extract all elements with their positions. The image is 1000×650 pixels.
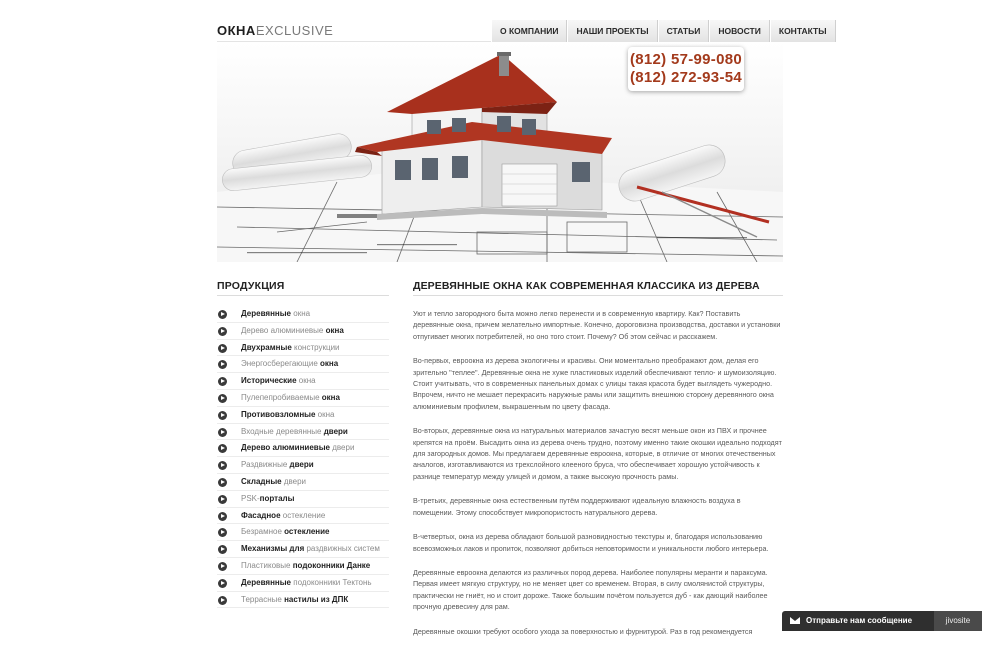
chat-widget-label: Отправьте нам сообщение xyxy=(806,616,913,625)
sidebar-menu-label xyxy=(241,390,340,406)
arrow-right-icon xyxy=(218,411,227,420)
sidebar-menu-label-part: остекление xyxy=(280,510,326,520)
arrow-right-icon xyxy=(218,327,227,336)
sidebar-menu-label xyxy=(241,424,348,440)
sidebar-menu-label xyxy=(241,457,314,473)
sidebar-menu-label-part: раздвижных систем xyxy=(304,544,380,554)
chat-widget-brand: jivosite xyxy=(934,611,982,631)
nav-articles[interactable]: СТАТЬИ xyxy=(658,20,710,42)
sidebar-menu-label-part: Дерево алюминиевые xyxy=(241,443,330,453)
arrow-right-icon xyxy=(218,562,227,571)
sidebar-menu-item[interactable] xyxy=(217,440,389,457)
sidebar-menu-label-part: Фасадное xyxy=(241,510,281,520)
sidebar-menu-label-part: Безрамное xyxy=(241,527,285,537)
logo-part-okna: ОКНА xyxy=(217,23,256,38)
sidebar-menu-label-part: подоконники Тектонь xyxy=(291,577,372,587)
sidebar-menu-label-part: Деревянные xyxy=(241,577,292,587)
sidebar-menu-label xyxy=(241,440,354,456)
sidebar-title: ПРОДУКЦИЯ xyxy=(217,280,285,292)
sidebar-menu-label-part: Энергосберегающие xyxy=(241,359,321,369)
nav-contacts[interactable]: КОНТАКТЫ xyxy=(770,20,836,42)
sidebar-menu-label xyxy=(241,592,348,608)
sidebar-menu-label-part: двери xyxy=(289,460,314,470)
sidebar-menu-label xyxy=(241,373,316,389)
article-body xyxy=(413,308,783,650)
sidebar-menu-label-part: Пластиковые xyxy=(241,560,293,570)
sidebar-menu-item[interactable] xyxy=(217,592,389,609)
arrow-right-icon xyxy=(218,444,227,453)
chat-widget[interactable] xyxy=(782,611,982,631)
phone-number-2[interactable]: (812) 272-93-54 xyxy=(629,69,743,86)
sidebar-menu-label xyxy=(241,541,380,557)
site-logo[interactable] xyxy=(217,23,333,39)
phone-number-1[interactable]: (812) 57-99-080 xyxy=(629,51,743,68)
sidebar-divider xyxy=(217,295,389,296)
sidebar-menu-item[interactable] xyxy=(217,558,389,575)
sidebar-menu-label xyxy=(241,491,294,507)
sidebar-menu-label-part: Противовзломные xyxy=(241,409,316,419)
nav-projects[interactable]: НАШИ ПРОЕКТЫ xyxy=(567,20,657,42)
sidebar-menu-label-part: окна xyxy=(321,392,340,402)
sidebar-menu-label xyxy=(241,306,310,322)
sidebar-menu-label xyxy=(241,524,329,540)
sidebar-menu-label-part: двери xyxy=(323,426,348,436)
arrow-right-icon xyxy=(218,528,227,537)
sidebar-menu-label-part: Деревянные xyxy=(241,309,292,318)
sidebar-menu-item[interactable] xyxy=(217,340,389,357)
nav-news[interactable]: НОВОСТИ xyxy=(709,20,770,42)
arrow-right-icon xyxy=(218,360,227,369)
sidebar-menu-label-part: порталы xyxy=(259,493,295,503)
sidebar-menu-label xyxy=(241,340,340,356)
sidebar-menu-label xyxy=(241,323,344,339)
article-paragraph: Во-первых, евроокна из дерева экологичны и красивы. Они моментально преображают дом, делая его зрительно "теплее". Деревянные окна не хуже пластиковых изделий обеспечивают тепло- и шумоизоляцию. Стоит учитывать, что в современных панельных домах с улицы такая красота будет выглядеть чужеродно. Впрочем, ничто не мешает перекрасить наружные рамы или защитить внешнюю сторону деревянного окна алюминиевым профилем, выкрашенным по цвету фасада. xyxy=(413,356,777,411)
sidebar-menu-label-part: окна xyxy=(291,309,311,318)
sidebar-menu-item[interactable] xyxy=(217,356,389,373)
article-paragraph: Деревянные окошки требуют особого ухода за поверхностью и фурнитурой. Раз в год рекомендуется xyxy=(413,626,753,636)
sidebar-menu-label-part: настилы из ДПК xyxy=(284,594,349,604)
sidebar-menu-label xyxy=(241,575,372,591)
article-paragraph: В-четвертых, окна из дерева обладают большой разновидностью текстуры и, благодаря использованию всевозможных лаков и пропиток, позволяют добиться неповторимости и уникальности любого интерьера. xyxy=(413,532,769,553)
sidebar-menu-item[interactable] xyxy=(217,373,389,390)
sidebar-menu-label xyxy=(241,356,338,372)
product-menu xyxy=(217,306,389,608)
arrow-right-icon xyxy=(218,579,227,588)
article-title: ДЕРЕВЯННЫЕ ОКНА КАК СОВРЕМЕННАЯ КЛАССИКА ИЗ ДЕРЕВА xyxy=(413,280,760,292)
arrow-right-icon xyxy=(218,478,227,487)
sidebar-menu-label-part: Двухрамные xyxy=(241,342,292,352)
nav-about[interactable]: О КОМПАНИИ xyxy=(491,20,567,42)
sidebar-menu-item[interactable] xyxy=(217,524,389,541)
sidebar-menu-item[interactable] xyxy=(217,457,389,474)
sidebar-menu-item[interactable] xyxy=(217,491,389,508)
sidebar-menu-label xyxy=(241,558,370,574)
sidebar-menu-item[interactable] xyxy=(217,474,389,491)
sidebar-menu-item[interactable] xyxy=(217,390,389,407)
article-paragraph: В-третьих, деревянные окна естественным путём поддерживают идеальную влажность воздуха в помещении. Этому способствует микропористость натурального дерева. xyxy=(413,496,741,517)
article-paragraph: Во-вторых, деревянные окна из натуральных материалов зачастую весят меньше окон из ПВХ и прочнее крепятся на проём. Высадить окна из дерева очень трудно, поэтому именно такие окошки идеально подходят для загородных домов. Мы предлагаем деревянные евроокна, которые, в отличие от многих отечественных аналогов, изготавливаются из трехслойного клееного бруса, что обеспечивает хорошую устойчивость к разнице температур между улицей и домом, а также высокую прочность рамы. xyxy=(413,426,782,481)
article-divider xyxy=(413,295,783,296)
sidebar-menu-label-part: подоконники Данке xyxy=(292,560,371,570)
sidebar-menu-item[interactable] xyxy=(217,306,389,323)
sidebar-menu-label-part: окна xyxy=(320,359,339,369)
arrow-right-icon xyxy=(218,394,227,403)
sidebar-menu-label xyxy=(241,508,325,524)
sidebar-menu-label-part: PSK- xyxy=(241,493,260,503)
arrow-right-icon xyxy=(218,344,227,353)
arrow-right-icon xyxy=(218,377,227,386)
top-navigation xyxy=(491,20,836,42)
arrow-right-icon xyxy=(218,512,227,521)
sidebar-menu-item[interactable] xyxy=(217,407,389,424)
sidebar-menu-label-part: Пулепепробиваемые xyxy=(241,392,322,402)
sidebar-menu-label-part: Входные деревянные xyxy=(241,426,324,436)
sidebar-menu-label-part: Террасные xyxy=(241,594,285,604)
sidebar-menu-label-part: окна xyxy=(296,376,316,386)
article-paragraph: Уют и тепло загородного быта можно легко перенести и в современную квартиру. Как? Поставить деревянные окна, причем желательно импортные. Конечно, дороговизна производства, доставки и установки отпугивает многих потребителей, но оно того стоит. Почему? Об этом сейчас и расскажем. xyxy=(413,309,781,341)
sidebar-menu-label-part: окна xyxy=(315,409,335,419)
sidebar-menu-label-part: Дерево алюминиевые xyxy=(241,325,326,335)
envelope-icon xyxy=(790,617,800,624)
sidebar-menu-label-part: Механизмы для xyxy=(241,544,305,554)
logo-part-exclusive: EXCLUSIVE xyxy=(255,23,334,38)
sidebar-menu-label-part: Складные xyxy=(241,476,282,486)
sidebar-menu-item[interactable] xyxy=(217,575,389,592)
arrow-right-icon xyxy=(218,428,227,437)
sidebar-menu-label-part: Исторические xyxy=(241,376,297,386)
arrow-right-icon xyxy=(218,495,227,504)
article-paragraph: Деревянные евроокна делаются из различных пород дерева. Наиболее популярны меранти и параксума. Первая имеет мягкую структуру, но не меняет цвет со временем. Вторая, в силу смолянистой структуры, практически не гниёт, но и стоит дороже. Также большим почётом пользуется дуб - как дающий наиболее прочную древесину для рам. xyxy=(413,567,768,612)
sidebar-menu-item[interactable] xyxy=(217,323,389,340)
sidebar-menu-item[interactable] xyxy=(217,424,389,441)
arrow-right-icon xyxy=(218,545,227,554)
sidebar-menu-item[interactable] xyxy=(217,508,389,525)
arrow-right-icon xyxy=(218,461,227,470)
sidebar-menu-label-part: двери xyxy=(281,476,307,486)
sidebar-menu-label-part: конструкции xyxy=(291,342,340,352)
sidebar-menu-label-part: окна xyxy=(325,325,344,335)
sidebar-menu-label xyxy=(241,407,334,423)
sidebar-menu-label-part: двери xyxy=(330,443,355,453)
sidebar-menu-label-part: остекление xyxy=(284,527,330,537)
arrow-right-icon xyxy=(218,596,227,605)
arrow-right-icon xyxy=(218,310,227,319)
phone-numbers-badge xyxy=(628,47,744,91)
sidebar-menu-label-part: Раздвижные xyxy=(241,460,290,470)
sidebar-menu-label xyxy=(241,474,306,490)
sidebar-menu-item[interactable] xyxy=(217,541,389,558)
